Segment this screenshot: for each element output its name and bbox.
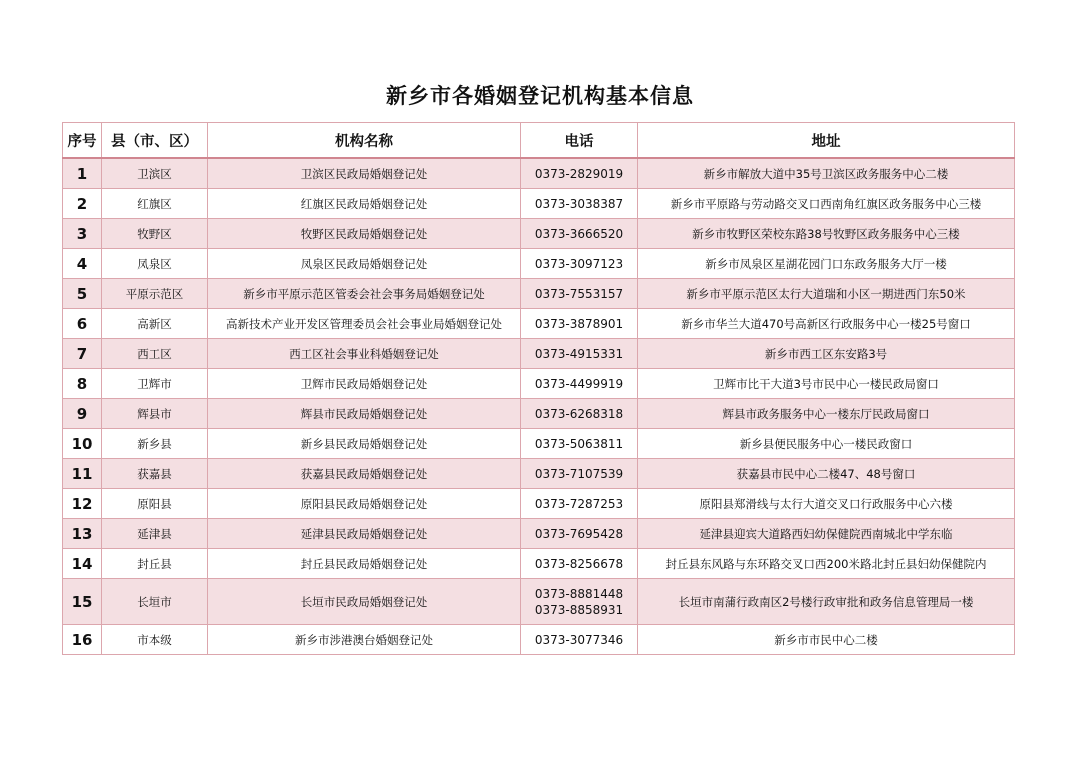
phone-cell [521,549,638,579]
phone-number: 0373-8881448 [534,586,624,601]
table-row [63,339,1015,369]
org-name-cell: 卫滨区民政局婚姻登记处 [208,158,521,189]
phone-number: 0373-4915331 [534,346,624,361]
header-no: 序号 [63,123,102,159]
county-cell: 辉县市 [102,399,208,429]
address-cell: 获嘉县市民中心二楼47、48号窗口 [638,459,1015,489]
phone-number: 0373-7553157 [534,286,624,301]
county-cell: 长垣市 [102,579,208,625]
org-name-cell: 红旗区民政局婚姻登记处 [208,189,521,219]
county-cell: 平原示范区 [102,279,208,309]
table-row [63,158,1015,189]
table-row [63,279,1015,309]
org-name-cell: 获嘉县民政局婚姻登记处 [208,459,521,489]
table-row [63,399,1015,429]
table-row [63,309,1015,339]
registry-table [62,122,1015,655]
table-row [63,219,1015,249]
org-name-cell: 西工区社会事业科婚姻登记处 [208,339,521,369]
phone-number: 0373-3038387 [534,196,624,211]
table-header-row [63,123,1015,159]
county-cell: 牧野区 [102,219,208,249]
phone-cell [521,339,638,369]
row-number: 1 [63,158,102,189]
row-number: 9 [63,399,102,429]
address-cell: 新乡市牧野区荣校东路38号牧野区政务服务中心三楼 [638,219,1015,249]
phone-cell [521,369,638,399]
county-cell: 获嘉县 [102,459,208,489]
row-number: 11 [63,459,102,489]
row-number: 8 [63,369,102,399]
org-name-cell: 封丘县民政局婚姻登记处 [208,549,521,579]
phone-number: 0373-7695428 [534,526,624,541]
row-number: 14 [63,549,102,579]
phone-number: 0373-8256678 [534,556,624,571]
phone-cell [521,309,638,339]
address-cell: 长垣市南蒲行政南区2号楼行政审批和政务信息管理局一楼 [638,579,1015,625]
county-cell: 封丘县 [102,549,208,579]
county-cell: 凤泉区 [102,249,208,279]
table-row [63,429,1015,459]
row-number: 10 [63,429,102,459]
address-cell: 辉县市政务服务中心一楼东厅民政局窗口 [638,399,1015,429]
table-row [63,579,1015,625]
table-row [63,249,1015,279]
org-name-cell: 高新技术产业开发区管理委员会社会事业局婚姻登记处 [208,309,521,339]
county-cell: 卫辉市 [102,369,208,399]
row-number: 4 [63,249,102,279]
address-cell: 卫辉市比干大道3号市民中心一楼民政局窗口 [638,369,1015,399]
table-body [63,158,1015,655]
phone-cell [521,519,638,549]
county-cell: 红旗区 [102,189,208,219]
row-number: 6 [63,309,102,339]
row-number: 16 [63,625,102,655]
org-name-cell: 牧野区民政局婚姻登记处 [208,219,521,249]
phone-cell [521,189,638,219]
phone-number: 0373-6268318 [534,406,624,421]
phone-number: 0373-5063811 [534,436,624,451]
org-name-cell: 延津县民政局婚姻登记处 [208,519,521,549]
address-cell: 新乡市平原路与劳动路交叉口西南角红旗区政务服务中心三楼 [638,189,1015,219]
county-cell: 高新区 [102,309,208,339]
phone-number: 0373-7107539 [534,466,624,481]
county-cell: 西工区 [102,339,208,369]
phone-number: 0373-3097123 [534,256,624,271]
phone-number: 0373-7287253 [534,496,624,511]
org-name-cell: 新乡市平原示范区管委会社会事务局婚姻登记处 [208,279,521,309]
row-number: 5 [63,279,102,309]
header-county: 县（市、区） [102,123,208,159]
county-cell: 市本级 [102,625,208,655]
address-cell: 封丘县东风路与东环路交叉口西200米路北封丘县妇幼保健院内 [638,549,1015,579]
header-address: 地址 [638,123,1015,159]
phone-cell [521,249,638,279]
row-number: 15 [63,579,102,625]
address-cell: 原阳县郑滑线与太行大道交叉口行政服务中心六楼 [638,489,1015,519]
org-name-cell: 新乡市涉港澳台婚姻登记处 [208,625,521,655]
header-phone: 电话 [521,123,638,159]
phone-number: 0373-3878901 [534,316,624,331]
address-cell: 新乡县便民服务中心一楼民政窗口 [638,429,1015,459]
phone-cell [521,429,638,459]
phone-number: 0373-4499919 [534,376,624,391]
org-name-cell: 凤泉区民政局婚姻登记处 [208,249,521,279]
phone-cell [521,625,638,655]
table-row [63,489,1015,519]
org-name-cell: 辉县市民政局婚姻登记处 [208,399,521,429]
phone-cell [521,399,638,429]
org-name-cell: 长垣市民政局婚姻登记处 [208,579,521,625]
phone-cell [521,158,638,189]
table-row [63,189,1015,219]
address-cell: 新乡市市民中心二楼 [638,625,1015,655]
phone-number: 0373-2829019 [534,166,624,181]
table-row [63,459,1015,489]
table-row [63,625,1015,655]
row-number: 7 [63,339,102,369]
address-cell: 新乡市华兰大道470号高新区行政服务中心一楼25号窗口 [638,309,1015,339]
table-row [63,549,1015,579]
table-row [63,369,1015,399]
phone-cell [521,279,638,309]
address-cell: 新乡市解放大道中35号卫滨区政务服务中心二楼 [638,158,1015,189]
row-number: 13 [63,519,102,549]
row-number: 12 [63,489,102,519]
address-cell: 新乡市平原示范区太行大道瑞和小区一期进西门东50米 [638,279,1015,309]
document-title: 新乡市各婚姻登记机构基本信息 [386,83,694,108]
row-number: 2 [63,189,102,219]
phone-cell [521,579,638,625]
table-row [63,519,1015,549]
county-cell: 延津县 [102,519,208,549]
org-name-cell: 卫辉市民政局婚姻登记处 [208,369,521,399]
phone-number-secondary: 0373-8858931 [534,602,624,617]
header-org: 机构名称 [208,123,521,159]
phone-cell [521,459,638,489]
phone-number: 0373-3666520 [534,226,624,241]
address-cell: 新乡市凤泉区星湖花园门口东政务服务大厅一楼 [638,249,1015,279]
address-cell: 延津县迎宾大道路西妇幼保健院西南城北中学东临 [638,519,1015,549]
county-cell: 新乡县 [102,429,208,459]
phone-cell [521,489,638,519]
county-cell: 卫滨区 [102,158,208,189]
phone-number: 0373-3077346 [534,632,624,647]
org-name-cell: 新乡县民政局婚姻登记处 [208,429,521,459]
row-number: 3 [63,219,102,249]
address-cell: 新乡市西工区东安路3号 [638,339,1015,369]
org-name-cell: 原阳县民政局婚姻登记处 [208,489,521,519]
county-cell: 原阳县 [102,489,208,519]
phone-cell [521,219,638,249]
